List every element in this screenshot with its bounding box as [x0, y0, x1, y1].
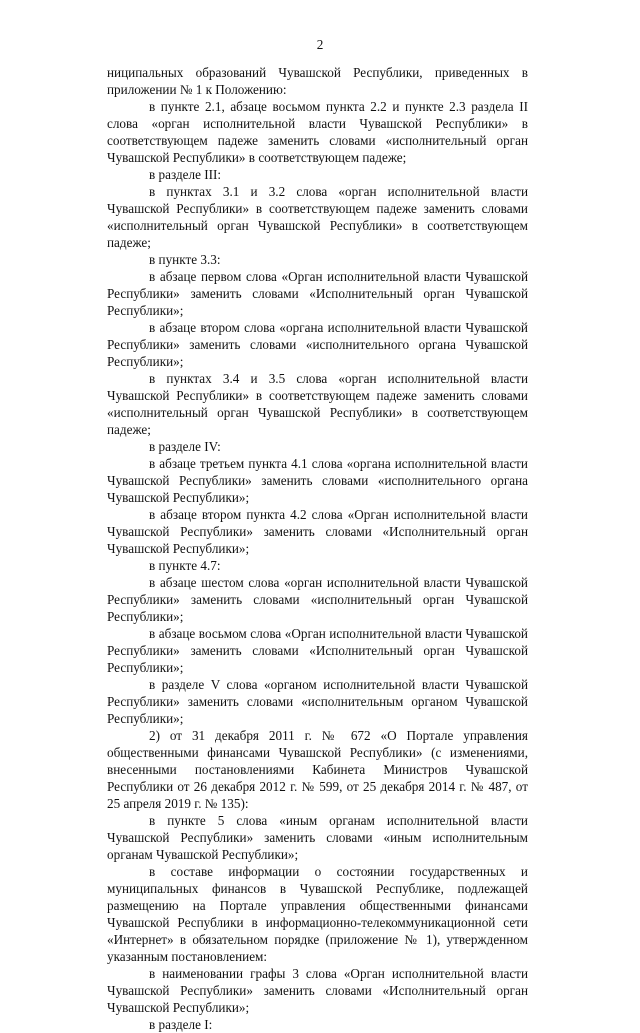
paragraph: ниципальных образований Чувашской Республики, приведенных в приложении № 1 к Положению:: [107, 65, 528, 97]
paragraph: в пункте 2.1, абзаце восьмом пункта 2.2 и пункте 2.3 раздела II слова «орган исполнительной власти Чувашской Республики» в соответствующем падеже заменить словами «исполнительный орган Чувашской Республики» в соответствующем падеже;: [107, 99, 528, 165]
paragraph: в разделе V слова «органом исполнительной власти Чувашской Республики» заменить словами «исполнительным органом Чувашской Республики»;: [107, 677, 528, 726]
paragraph: в абзаце третьем пункта 4.1 слова «органа исполнительной власти Чувашской Республики» заменить словами «исполнительного органа Чувашской Республики»;: [107, 456, 528, 505]
document-body: [107, 64, 528, 1033]
paragraph: в составе информации о состоянии государственных и муниципальных финансов в Чувашской Республике, подлежащей размещению на Портале управления общественными финансами Чувашской Республики в информационно-телекоммуникационной сети «Интернет» в обязательном порядке (приложение № 1), утвержденном указанным постановлением:: [107, 864, 528, 964]
paragraph: в разделе I:: [149, 1017, 213, 1032]
paragraph: в наименовании графы 3 слова «Орган исполнительной власти Чувашской Республики» заменить словами «Исполнительный орган Чувашской Республики»;: [107, 966, 528, 1015]
paragraph: в абзаце первом слова «Орган исполнительной власти Чувашской Республики» заменить словами «Исполнительный орган Чувашской Республики»;: [107, 269, 528, 318]
paragraph: в абзаце восьмом слова «Орган исполнительной власти Чувашской Республики» заменить словами «Исполнительный орган Чувашской Республики»;: [107, 626, 528, 675]
paragraph: в пункте 3.3:: [149, 252, 221, 267]
page-number: 2: [316, 37, 324, 52]
paragraph: в пункте 4.7:: [149, 558, 221, 573]
paragraph: в пункте 5 слова «иным органам исполнительной власти Чувашской Республики» заменить словами «иным исполнительным органам Чувашской Республики»;: [107, 813, 528, 862]
paragraph: в пунктах 3.4 и 3.5 слова «орган исполнительной власти Чувашской Республики» в соответствующем падеже заменить словами «исполнительный орган Чувашской Республики» в соответствующем падеже;: [107, 371, 528, 437]
paragraph: 2) от 31 декабря 2011 г. № 672 «О Портале управления общественными финансами Чувашской Республики» (с изменениями, внесенными постановлениями Кабинета Министров Чувашской Республики от 26 декабря 2012 г. № 599, от 25 декабря 2014 г. № 487, от 25 апреля 2019 г. № 135):: [107, 728, 528, 811]
paragraph: в разделе IV:: [149, 439, 221, 454]
paragraph: в абзаце втором слова «органа исполнительной власти Чувашской Республики» заменить словами «исполнительного органа Чувашской Республики»;: [107, 320, 528, 369]
paragraph: в абзаце шестом слова «орган исполнительной власти Чувашской Республики» заменить словами «исполнительный орган Чувашской Республики»;: [107, 575, 528, 624]
paragraph: в абзаце втором пункта 4.2 слова «Орган исполнительной власти Чувашской Республики» заменить словами «Исполнительный орган Чувашской Республики»;: [107, 507, 528, 556]
paragraph: в пунктах 3.1 и 3.2 слова «орган исполнительной власти Чувашской Республики» в соответствующем падеже заменить словами «исполнительный орган Чувашской Республики» в соответствующем падеже;: [107, 184, 528, 250]
paragraph: в разделе III:: [149, 167, 222, 182]
